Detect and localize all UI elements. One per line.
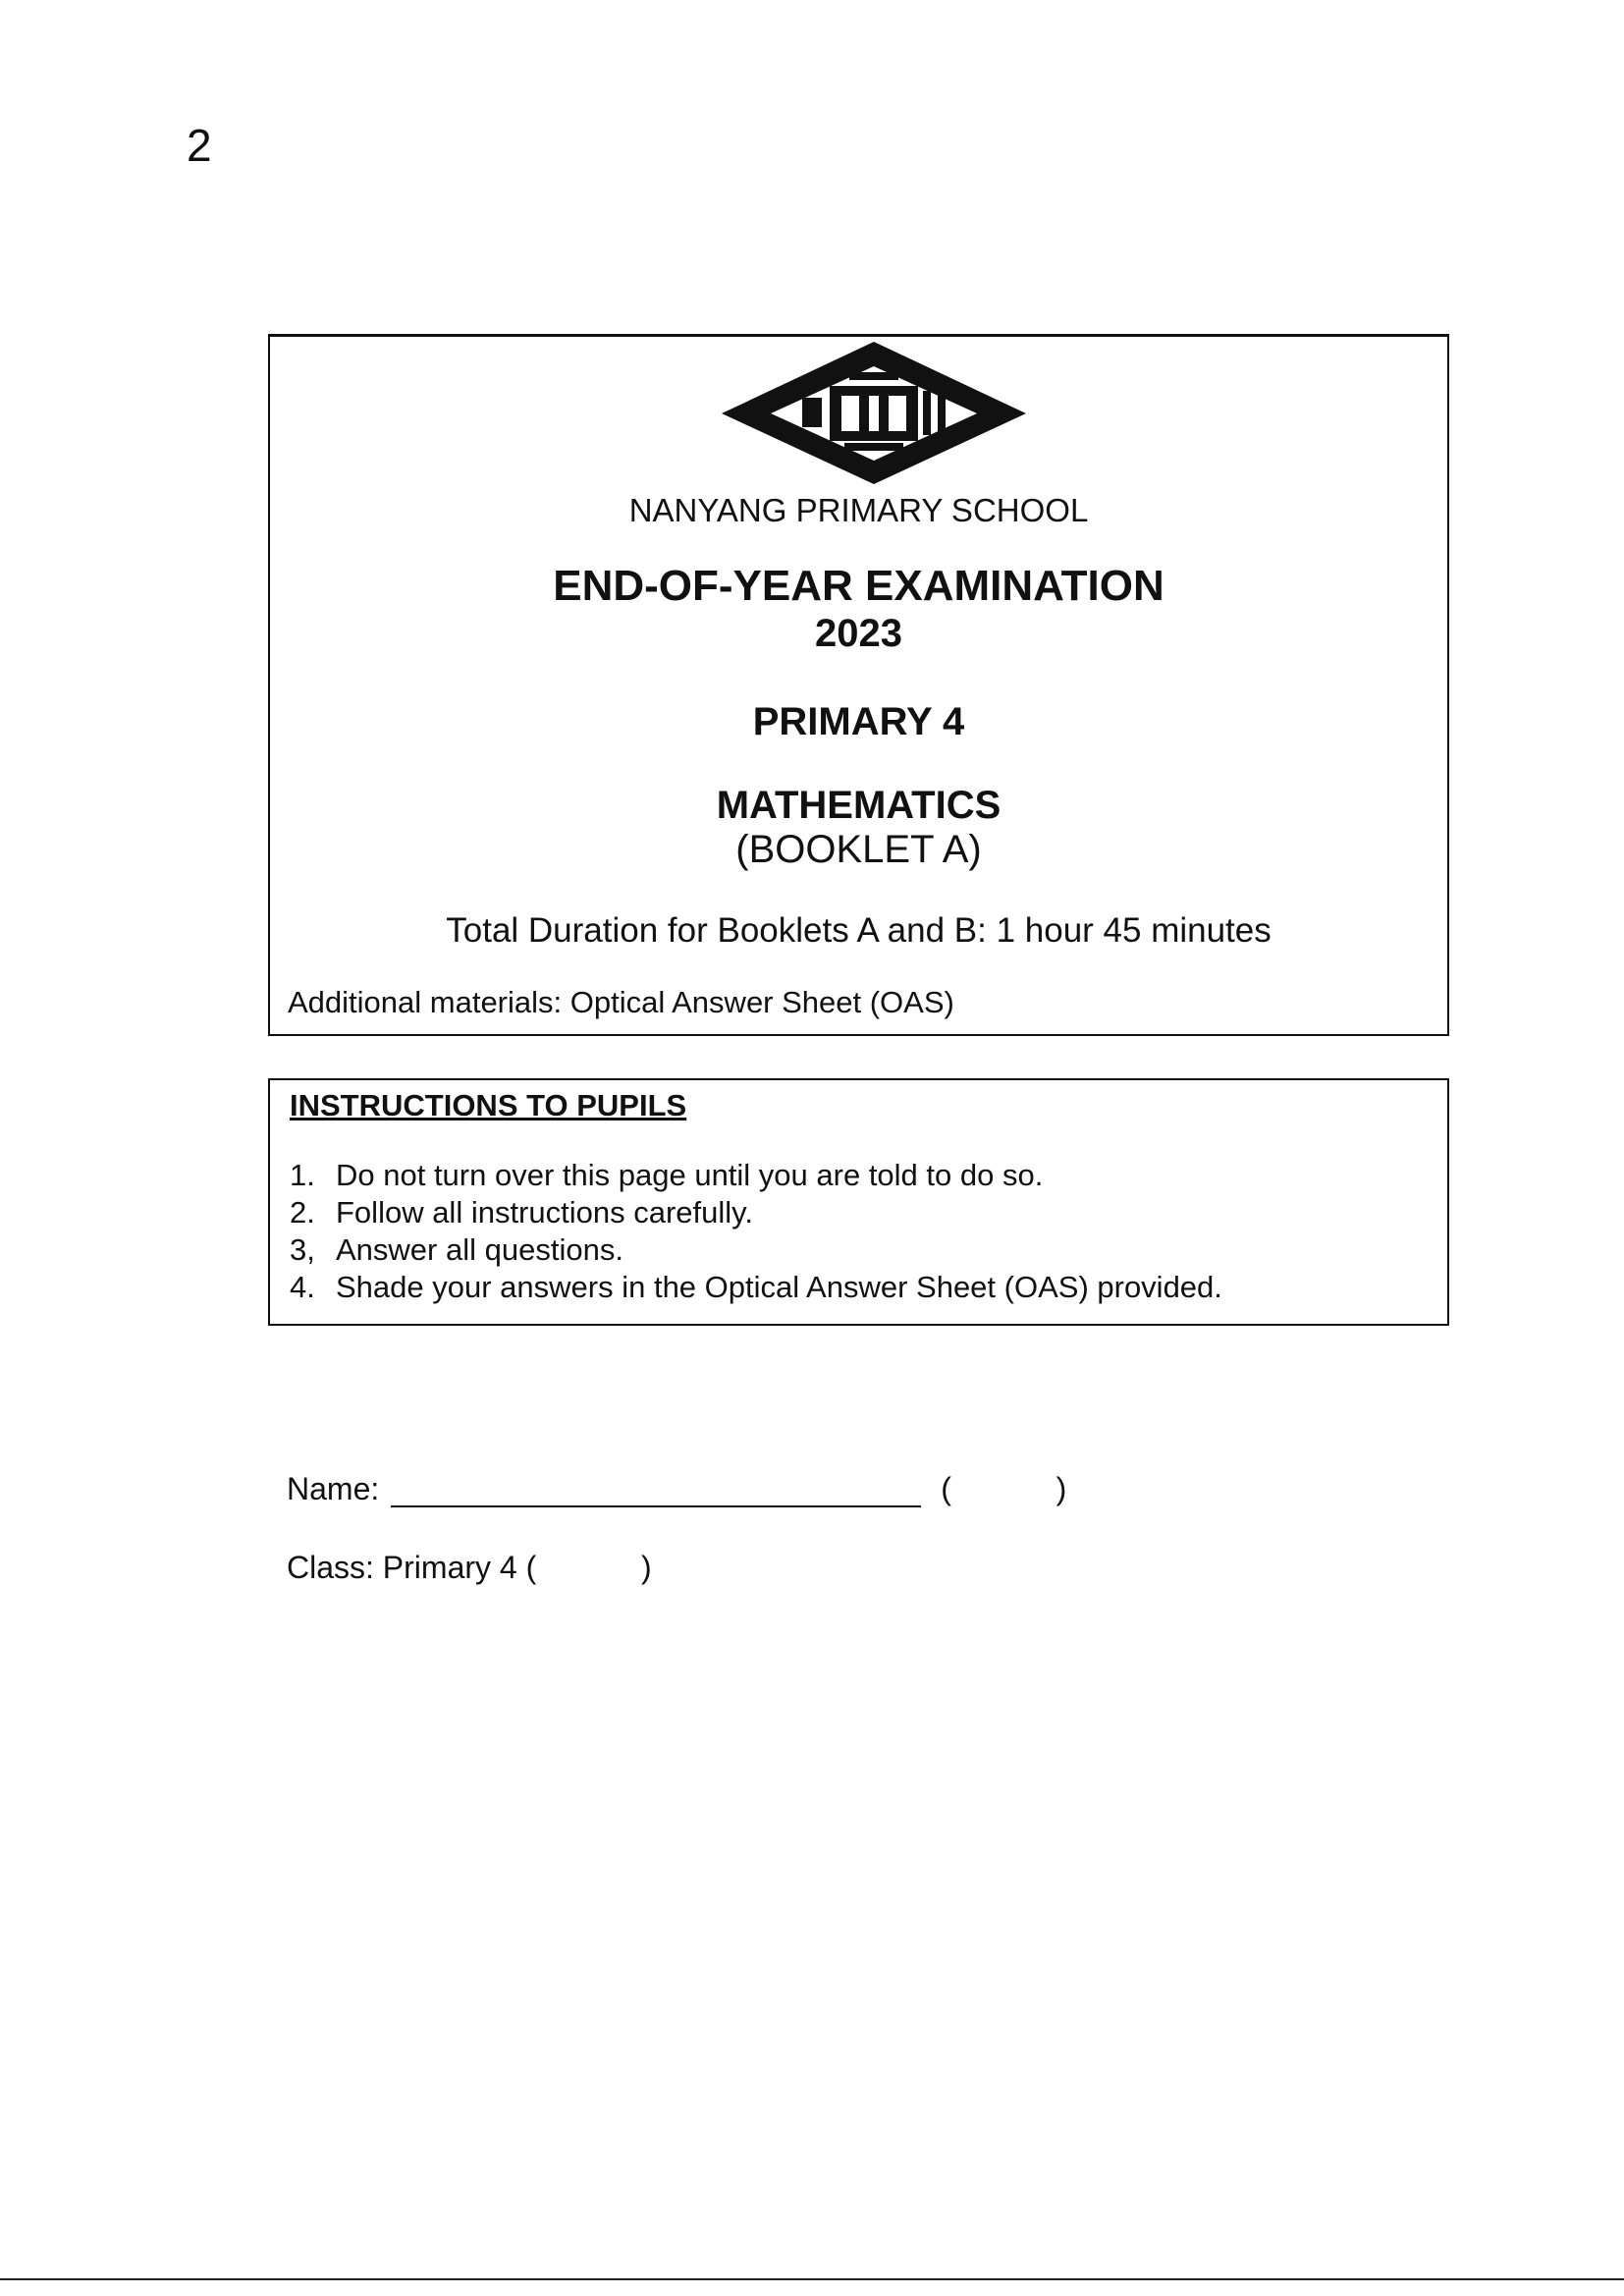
name-field-row [287,1471,1066,1507]
instructions-box [268,1078,1449,1326]
exam-booklet: (BOOKLET A) [735,828,982,871]
register-number-field[interactable]: ( ) [941,1471,1067,1506]
instruction-item: 3, Answer all questions. [290,1232,623,1267]
bottom-divider [0,2278,1624,2280]
instruction-item: 2. Follow all instructions carefully. [290,1195,753,1230]
exam-title: END-OF-YEAR EXAMINATION [553,562,1164,610]
exam-header-box [268,334,1449,1036]
exam-year: 2023 [815,612,902,655]
class-field[interactable]: Class: Primary 4 ( ) [287,1550,652,1585]
instructions-list [290,1157,1222,1306]
exam-subject: MATHEMATICS [716,784,1001,827]
name-field[interactable] [391,1474,921,1507]
school-crest-icon [712,337,1036,489]
instructions-heading: INSTRUCTIONS TO PUPILS [290,1088,687,1122]
school-name: NANYANG PRIMARY SCHOOL [628,492,1089,528]
instruction-item: 4. Shade your answers in the Optical Answer Sheet (OAS) provided. [290,1270,1222,1304]
exam-duration: Total Duration for Booklets A and B: 1 hour 45 minutes [446,911,1272,950]
instruction-item: 1. Do not turn over this page until you are told to do so. [290,1158,1044,1192]
exam-level: PRIMARY 4 [752,700,965,743]
page-number: 2 [187,120,212,171]
additional-materials: Additional materials: Optical Answer Sheet (OAS) [288,985,954,1019]
name-label: Name: [287,1471,380,1506]
